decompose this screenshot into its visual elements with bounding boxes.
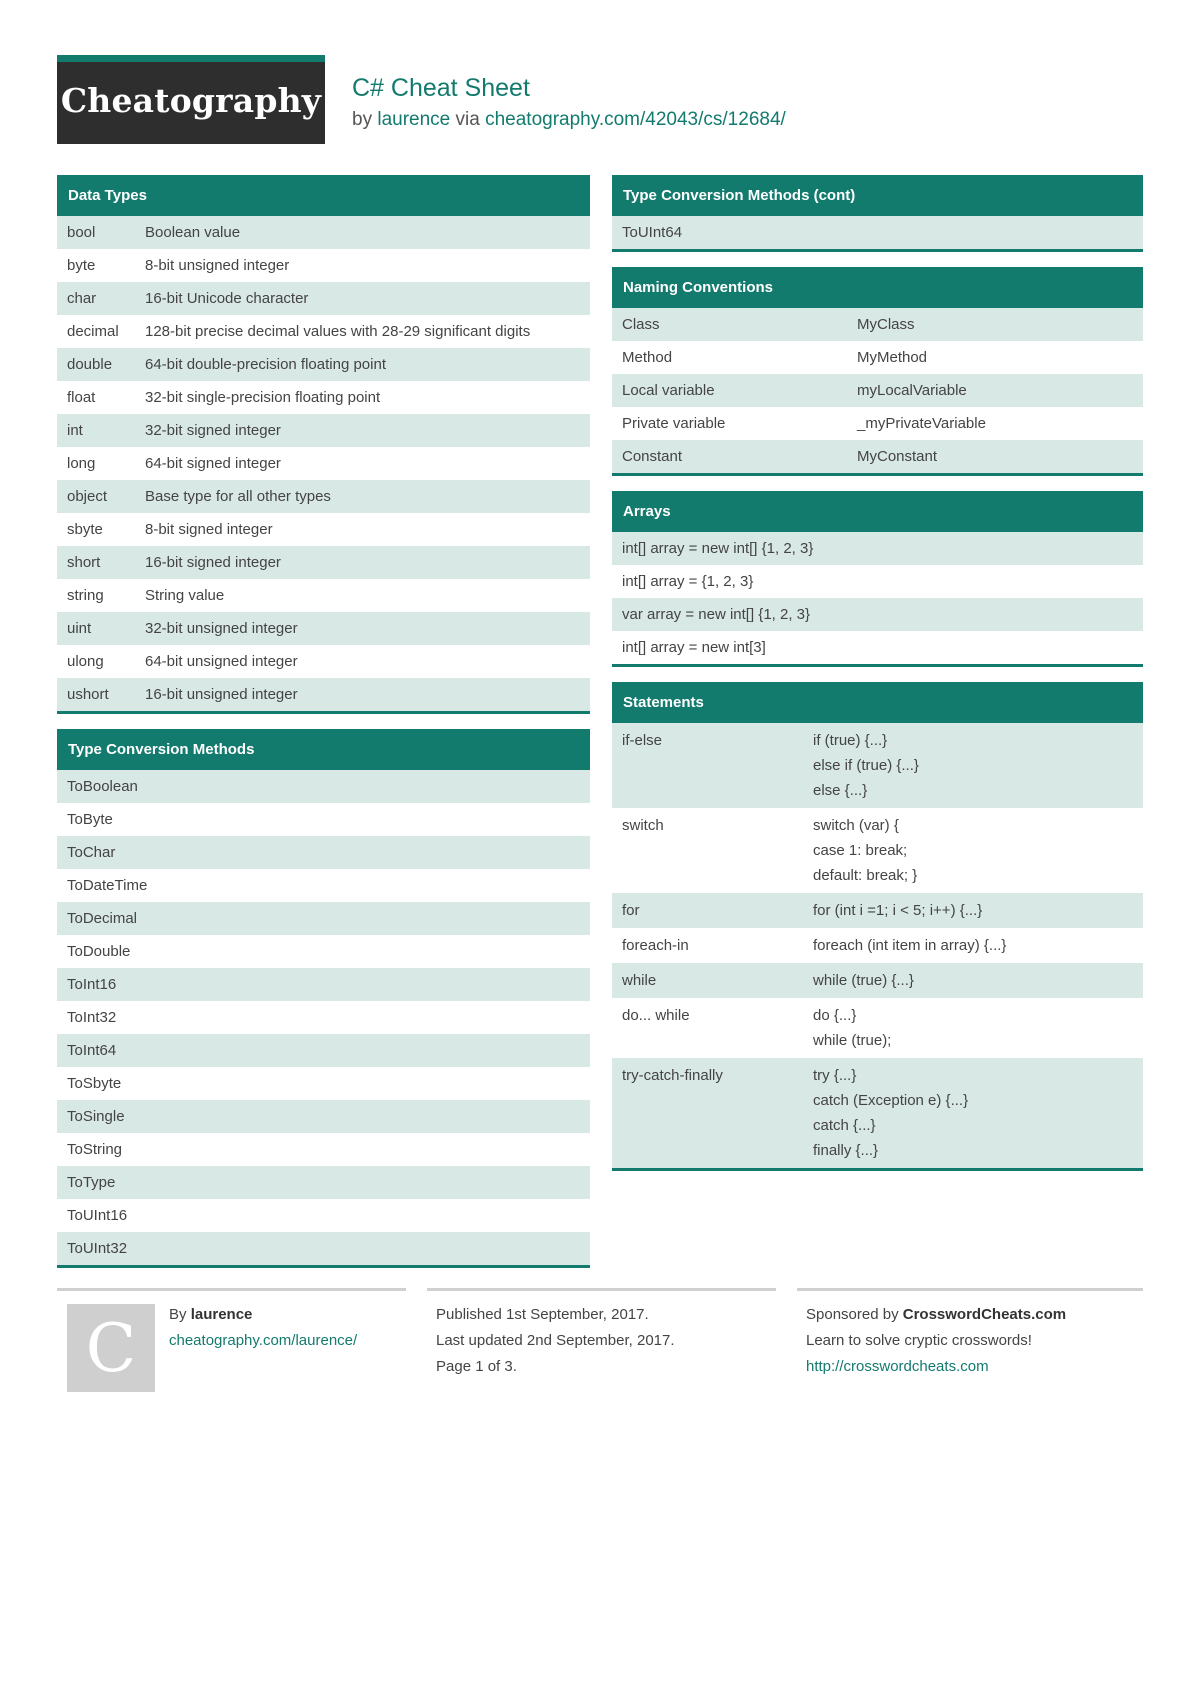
data-type-row [57, 678, 590, 711]
data-type-name: string [67, 587, 104, 604]
section-header: Data Types [57, 175, 590, 216]
naming-kind: Private variable [622, 415, 726, 432]
section-header: Type Conversion Methods [57, 729, 590, 770]
array-row [612, 532, 1143, 565]
data-type-row [57, 249, 590, 282]
conversion-method-name: ToString [67, 1141, 123, 1158]
conversion-method-name: ToInt64 [67, 1042, 117, 1059]
sponsor-url[interactable]: http://crosswordcheats.com [806, 1358, 989, 1375]
left-column [57, 175, 590, 1283]
footer-by-line [169, 1302, 357, 1328]
avatar[interactable] [67, 1304, 155, 1392]
data-type-name: object [67, 488, 108, 505]
conversion-method-row [57, 1199, 590, 1232]
naming-row [612, 308, 1143, 341]
avatar-letter: C [85, 1310, 137, 1387]
footer-author-name[interactable]: laurence [190, 1306, 253, 1323]
data-type-name: double [67, 356, 113, 373]
byline-prefix: by [352, 109, 378, 130]
naming-row [612, 341, 1143, 374]
conversion-method-name: ToInt32 [67, 1009, 117, 1026]
data-type-row [57, 579, 590, 612]
naming-example: MyConstant [857, 448, 938, 465]
data-type-name: short [67, 554, 101, 571]
statement-code [803, 808, 1143, 893]
statement-code [803, 998, 1143, 1058]
page-number: Page 1 of 3. [436, 1358, 517, 1375]
cheatography-logo[interactable] [57, 55, 325, 144]
updated-date: Last updated 2nd September, 2017. [436, 1332, 675, 1349]
footer-author-text [169, 1302, 357, 1354]
array-example: var array = new int[] {1, 2, 3} [622, 606, 811, 623]
type-conversion-section [57, 729, 590, 1268]
statement-row [612, 963, 1143, 998]
naming-kind: Class [622, 316, 660, 333]
data-type-name: ushort [67, 686, 109, 703]
statement-code [803, 723, 1143, 808]
statement-code [803, 963, 1143, 998]
data-type-name: long [67, 455, 96, 472]
byline-via: via [450, 109, 486, 130]
data-type-row [57, 480, 590, 513]
statement-row [612, 893, 1143, 928]
footer-publish-info [427, 1288, 776, 1398]
data-type-description: Base type for all other types [145, 488, 331, 505]
statement-code-line: catch (Exception e) {...} [813, 1092, 969, 1109]
conversion-method-name: ToInt16 [67, 976, 117, 993]
conversion-method-row [57, 1133, 590, 1166]
data-type-row [57, 282, 590, 315]
data-type-description: 8-bit signed integer [145, 521, 273, 538]
type-conversion-cont-section [612, 175, 1143, 252]
byline [352, 109, 786, 131]
conversion-method-row [612, 216, 1143, 249]
footer-by-label: By [169, 1306, 191, 1323]
statement-code-line: foreach (int item in array) {...} [813, 937, 1007, 954]
data-type-name: int [67, 422, 83, 439]
data-type-row [57, 381, 590, 414]
statement-name: for [622, 902, 640, 919]
data-type-name: decimal [67, 323, 119, 340]
conversion-method-name: ToDateTime [67, 877, 148, 894]
data-type-row [57, 645, 590, 678]
array-example: int[] array = {1, 2, 3} [622, 573, 754, 590]
sheet-url-link[interactable]: cheatography.com/42043/cs/12684/ [485, 109, 786, 130]
page-title: C# Cheat Sheet [352, 74, 530, 102]
statement-name: while [622, 972, 657, 989]
arrays-section [612, 491, 1143, 667]
conversion-method-row [57, 968, 590, 1001]
naming-example: myLocalVariable [857, 382, 967, 399]
naming-row [612, 374, 1143, 407]
naming-conventions-section [612, 267, 1143, 476]
statement-code [803, 893, 1143, 928]
naming-kind: Method [622, 349, 673, 366]
data-type-row [57, 216, 590, 249]
footer-sponsor [797, 1288, 1143, 1398]
statement-code-line: try {...} [813, 1067, 857, 1084]
statement-code [803, 928, 1143, 963]
conversion-method-row [57, 902, 590, 935]
statement-name: foreach-in [622, 937, 689, 954]
naming-row [612, 407, 1143, 440]
conversion-method-row [57, 869, 590, 902]
section-header: Type Conversion Methods (cont) [612, 175, 1143, 216]
sponsor-tagline: Learn to solve cryptic crosswords! [806, 1332, 1032, 1349]
naming-example: MyClass [857, 316, 915, 333]
statement-code [803, 1058, 1143, 1168]
statements-section [612, 682, 1143, 1171]
data-type-description: 128-bit precise decimal values with 28-29 significant digits [145, 323, 531, 340]
naming-kind: Constant [622, 448, 683, 465]
data-type-description: 64-bit signed integer [145, 455, 281, 472]
sponsor-prefix: Sponsored by [806, 1306, 903, 1323]
statement-code-line: for (int i =1; i < 5; i++) {...} [813, 902, 983, 919]
conversion-method-row [57, 935, 590, 968]
conversion-method-row [57, 1067, 590, 1100]
array-example: int[] array = new int[3] [622, 639, 766, 656]
conversion-method-row [57, 770, 590, 803]
data-type-row [57, 513, 590, 546]
statement-code-line: default: break; } [813, 867, 918, 884]
data-type-row [57, 546, 590, 579]
conversion-method-name: ToDecimal [67, 910, 138, 927]
sponsor-line [806, 1302, 1066, 1328]
data-type-row [57, 348, 590, 381]
statement-name: try-catch-finally [622, 1067, 723, 1084]
data-type-name: bool [67, 224, 96, 241]
statement-code-line: else {...} [813, 782, 868, 799]
conversion-method-name: ToUInt64 [622, 224, 683, 241]
data-type-name: sbyte [67, 521, 103, 538]
conversion-method-name: ToDouble [67, 943, 131, 960]
data-type-name: float [67, 389, 96, 406]
data-type-name: ulong [67, 653, 104, 670]
page-footer [57, 1288, 1143, 1398]
data-type-row [57, 612, 590, 645]
data-type-description: Boolean value [145, 224, 241, 241]
data-type-description: 32-bit unsigned integer [145, 620, 298, 637]
statement-code-line: case 1: break; [813, 842, 908, 859]
naming-kind: Local variable [622, 382, 715, 399]
data-type-description: 32-bit single-precision floating point [145, 389, 381, 406]
naming-row [612, 440, 1143, 473]
logo-accent-bar [57, 55, 325, 62]
footer-publish-text [436, 1302, 675, 1380]
data-type-description: 16-bit Unicode character [145, 290, 309, 307]
data-type-description: 64-bit double-precision floating point [145, 356, 386, 373]
statement-code-line: do {...} [813, 1007, 857, 1024]
sponsor-name[interactable]: CrosswordCheats.com [902, 1306, 1067, 1323]
array-row [612, 598, 1143, 631]
conversion-method-row [57, 1166, 590, 1199]
conversion-method-name: ToChar [67, 844, 116, 861]
conversion-method-name: ToType [67, 1174, 116, 1191]
data-type-description: 64-bit unsigned integer [145, 653, 298, 670]
conversion-method-row [57, 1034, 590, 1067]
statement-code-line: switch (var) { [813, 817, 899, 834]
section-header: Statements [612, 682, 1143, 723]
data-type-name: char [67, 290, 97, 307]
conversion-method-name: ToSbyte [67, 1075, 122, 1092]
conversion-method-name: ToUInt32 [67, 1240, 128, 1257]
statement-name: if-else [622, 732, 663, 749]
naming-example: MyMethod [857, 349, 928, 366]
statement-code-line: while (true) {...} [813, 972, 914, 989]
data-type-description: 8-bit unsigned integer [145, 257, 290, 274]
statement-code-line: catch {...} [813, 1117, 876, 1134]
statement-row [612, 998, 1143, 1058]
conversion-method-name: ToBoolean [67, 778, 138, 795]
data-type-row [57, 414, 590, 447]
statement-code-line: if (true) {...} [813, 732, 888, 749]
data-type-description: 16-bit unsigned integer [145, 686, 298, 703]
data-type-description: 16-bit signed integer [145, 554, 281, 571]
statement-code-line: while (true); [813, 1032, 892, 1049]
logo-text: Cheatography [60, 81, 322, 120]
statement-row [612, 928, 1143, 963]
right-column [612, 175, 1143, 1186]
statement-name: switch [622, 817, 664, 834]
statement-row [612, 1058, 1143, 1168]
footer-sponsor-text [806, 1302, 1066, 1380]
statement-row [612, 723, 1143, 808]
conversion-method-row [57, 1100, 590, 1133]
array-example: int[] array = new int[] {1, 2, 3} [622, 540, 814, 557]
conversion-method-row [57, 836, 590, 869]
published-date: Published 1st September, 2017. [436, 1306, 649, 1323]
conversion-method-name: ToUInt16 [67, 1207, 128, 1224]
data-type-name: uint [67, 620, 92, 637]
conversion-method-row [57, 1001, 590, 1034]
conversion-method-row [57, 1232, 590, 1265]
data-type-row [57, 315, 590, 348]
statement-code-line: finally {...} [813, 1142, 879, 1159]
data-types-section [57, 175, 590, 714]
naming-example: _myPrivateVariable [857, 415, 986, 432]
conversion-method-name: ToSingle [67, 1108, 125, 1125]
data-type-row [57, 447, 590, 480]
footer-author [57, 1288, 406, 1398]
array-row [612, 631, 1143, 664]
conversion-method-row [57, 803, 590, 836]
footer-author-url[interactable]: cheatography.com/laurence/ [169, 1332, 358, 1349]
conversion-method-name: ToByte [67, 811, 113, 828]
section-header: Naming Conventions [612, 267, 1143, 308]
statement-code-line: else if (true) {...} [813, 757, 919, 774]
statement-row [612, 808, 1143, 893]
section-header: Arrays [612, 491, 1143, 532]
data-type-description: String value [145, 587, 225, 604]
array-row [612, 565, 1143, 598]
author-link[interactable]: laurence [377, 109, 451, 130]
data-type-description: 32-bit signed integer [145, 422, 281, 439]
statement-name: do... while [622, 1007, 690, 1024]
data-type-name: byte [67, 257, 96, 274]
